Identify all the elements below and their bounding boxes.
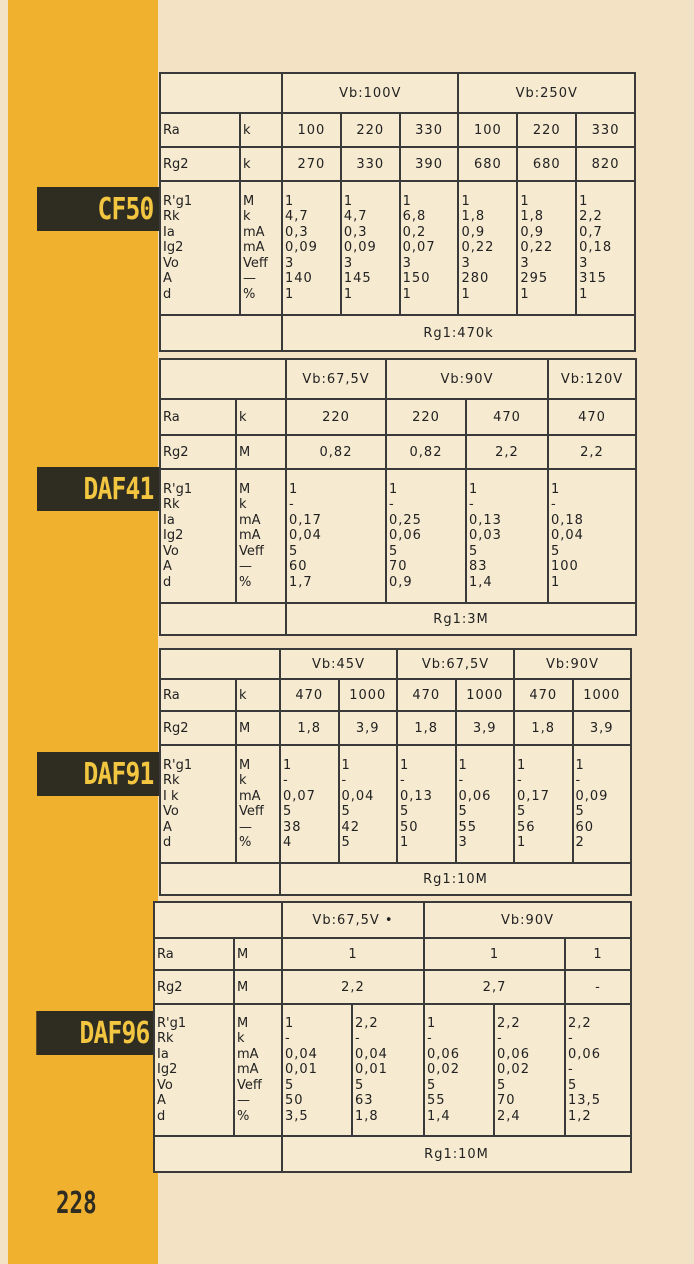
value-column: 1 - 0,07 5 38 4 <box>280 745 339 863</box>
voltage-header: Vb:250V <box>458 73 635 113</box>
rg2-cell: 1,8 <box>514 711 573 745</box>
spec-table-daf91 <box>159 648 632 896</box>
voltage-header: Vb:120V <box>548 359 636 399</box>
ra-cell: 1 <box>424 938 565 970</box>
value-column: 1 - 0,25 0,06 5 70 0,9 <box>386 469 466 603</box>
ra-row <box>154 938 631 970</box>
ra-cell: 220 <box>386 399 466 435</box>
value-column: 2,2 - 0,06 0,02 5 70 2,4 <box>494 1004 565 1136</box>
spec-table-daf41 <box>159 358 637 636</box>
rg2-cell: 820 <box>576 147 635 181</box>
rg2-cell: 2,7 <box>424 970 565 1004</box>
spec-table-daf96 <box>153 901 632 1173</box>
tube-label-daf41: DAF41 <box>37 467 160 511</box>
row-label-rg2: Rg2 <box>160 711 236 745</box>
param-units: M k mA mA Veff — % <box>240 181 282 315</box>
row-label-rg2: Rg2 <box>160 147 240 181</box>
ra-cell: 1000 <box>573 679 632 711</box>
row-unit: k <box>236 679 280 711</box>
rg2-cell: 3,9 <box>456 711 515 745</box>
ra-cell: 1 <box>282 938 424 970</box>
rg2-cell: 2,2 <box>548 435 636 469</box>
params-row <box>160 469 636 603</box>
ra-cell: 330 <box>400 113 459 147</box>
voltage-header: Vb:67,5V <box>286 359 386 399</box>
row-label-rg2: Rg2 <box>154 970 234 1004</box>
params-row <box>160 181 635 315</box>
param-units: M k mA mA Veff — % <box>236 469 286 603</box>
voltage-header: Vb:90V <box>386 359 548 399</box>
voltage-header: Vb:45V <box>280 649 397 679</box>
value-column: 1 1,8 0,9 0,22 3 280 1 <box>458 181 517 315</box>
value-column: 1 - 0,13 0,03 5 83 1,4 <box>466 469 548 603</box>
value-column: 1 - 0,04 0,01 5 50 3,5 <box>282 1004 352 1136</box>
footer-row <box>160 315 635 351</box>
row-label-ra: Ra <box>160 679 236 711</box>
param-labels: R'g1 Rk I k Vo A d <box>160 745 236 863</box>
footer-row <box>154 1136 631 1172</box>
value-column: 1 6,8 0,2 0,07 3 150 1 <box>400 181 459 315</box>
row-label-ra: Ra <box>154 938 234 970</box>
paper-edge <box>688 0 694 1264</box>
ra-cell: 1 <box>565 938 631 970</box>
ra-row <box>160 113 635 147</box>
row-label-rg2: Rg2 <box>160 435 236 469</box>
rg2-cell: 0,82 <box>286 435 386 469</box>
tube-label-daf96: DAF96 <box>36 1011 156 1055</box>
rg2-cell: 3,9 <box>573 711 632 745</box>
ra-cell: 220 <box>341 113 400 147</box>
rg2-cell: 270 <box>282 147 341 181</box>
rg1-footer: Rg1:470k <box>282 315 635 351</box>
tube-label-daf91: DAF91 <box>37 752 160 796</box>
voltage-header: Vb:100V <box>282 73 458 113</box>
rg2-row <box>154 970 631 1004</box>
row-unit: k <box>240 147 282 181</box>
ra-row <box>160 679 631 711</box>
rg2-cell: - <box>565 970 631 1004</box>
page-number: 228 <box>56 1186 97 1221</box>
value-column: 2,2 - 0,04 0,01 5 63 1,8 <box>352 1004 424 1136</box>
ra-cell: 470 <box>280 679 339 711</box>
ra-cell: 220 <box>517 113 576 147</box>
value-column: 1 4,7 0,3 0,09 3 140 1 <box>282 181 341 315</box>
voltage-header: Vb:90V <box>514 649 631 679</box>
ra-cell: 1000 <box>339 679 398 711</box>
param-labels: R'g1 Rk Ia Ig2 Vo A d <box>154 1004 234 1136</box>
row-unit: k <box>236 399 286 435</box>
row-unit: k <box>240 113 282 147</box>
param-units: M k mA Veff — % <box>236 745 280 863</box>
row-unit: M <box>234 970 282 1004</box>
rg2-cell: 2,2 <box>282 970 424 1004</box>
ra-cell: 470 <box>466 399 548 435</box>
value-column: 1 2,2 0,7 0,18 3 315 1 <box>576 181 635 315</box>
value-column: 1 - 0,13 5 50 1 <box>397 745 456 863</box>
params-row <box>154 1004 631 1136</box>
rg2-row <box>160 435 636 469</box>
footer-row <box>160 863 631 895</box>
header-row <box>154 902 631 938</box>
rg2-cell: 3,9 <box>339 711 398 745</box>
row-unit: M <box>236 435 286 469</box>
header-row <box>160 359 636 399</box>
row-label-ra: Ra <box>160 113 240 147</box>
value-column: 1 - 0,06 5 55 3 <box>456 745 515 863</box>
value-column: 1 - 0,17 5 56 1 <box>514 745 573 863</box>
value-column: 1 - 0,18 0,04 5 100 1 <box>548 469 636 603</box>
row-unit: M <box>234 938 282 970</box>
rg1-footer: Rg1:10M <box>280 863 631 895</box>
value-column: 1 1,8 0,9 0,22 3 295 1 <box>517 181 576 315</box>
value-column: 1 - 0,17 0,04 5 60 1,7 <box>286 469 386 603</box>
param-labels: R'g1 Rk Ia Ig2 Vo A d <box>160 181 240 315</box>
rg1-footer: Rg1:10M <box>282 1136 631 1172</box>
rg2-cell: 680 <box>458 147 517 181</box>
value-column: 2,2 - 0,06 - 5 13,5 1,2 <box>565 1004 631 1136</box>
rg2-row <box>160 711 631 745</box>
rg2-row <box>160 147 635 181</box>
footer-row <box>160 603 636 635</box>
rg2-cell: 0,82 <box>386 435 466 469</box>
rg2-cell: 2,2 <box>466 435 548 469</box>
param-units: M k mA mA Veff — % <box>234 1004 282 1136</box>
rg2-cell: 330 <box>341 147 400 181</box>
ra-row <box>160 399 636 435</box>
voltage-header: Vb:67,5V • <box>282 902 424 938</box>
header-row <box>160 649 631 679</box>
spec-table-cf50 <box>159 72 636 352</box>
ra-cell: 1000 <box>456 679 515 711</box>
ra-cell: 470 <box>397 679 456 711</box>
params-row <box>160 745 631 863</box>
tube-label-cf50: CF50 <box>37 187 160 231</box>
value-column: 1 - 0,06 0,02 5 55 1,4 <box>424 1004 494 1136</box>
header-row <box>160 73 635 113</box>
rg2-cell: 390 <box>400 147 459 181</box>
ra-cell: 470 <box>514 679 573 711</box>
ra-cell: 100 <box>458 113 517 147</box>
rg2-cell: 1,8 <box>397 711 456 745</box>
row-label-ra: Ra <box>160 399 236 435</box>
rg2-cell: 1,8 <box>280 711 339 745</box>
ra-cell: 330 <box>576 113 635 147</box>
voltage-header: Vb:90V <box>424 902 631 938</box>
voltage-header: Vb:67,5V <box>397 649 514 679</box>
value-column: 1 - 0,04 5 42 5 <box>339 745 398 863</box>
ra-cell: 470 <box>548 399 636 435</box>
row-unit: M <box>236 711 280 745</box>
rg2-cell: 680 <box>517 147 576 181</box>
param-labels: R'g1 Rk Ia Ig2 Vo A d <box>160 469 236 603</box>
rg1-footer: Rg1:3M <box>286 603 636 635</box>
value-column: 1 - 0,09 5 60 2 <box>573 745 632 863</box>
ra-cell: 220 <box>286 399 386 435</box>
value-column: 1 4,7 0,3 0,09 3 145 1 <box>341 181 400 315</box>
ra-cell: 100 <box>282 113 341 147</box>
